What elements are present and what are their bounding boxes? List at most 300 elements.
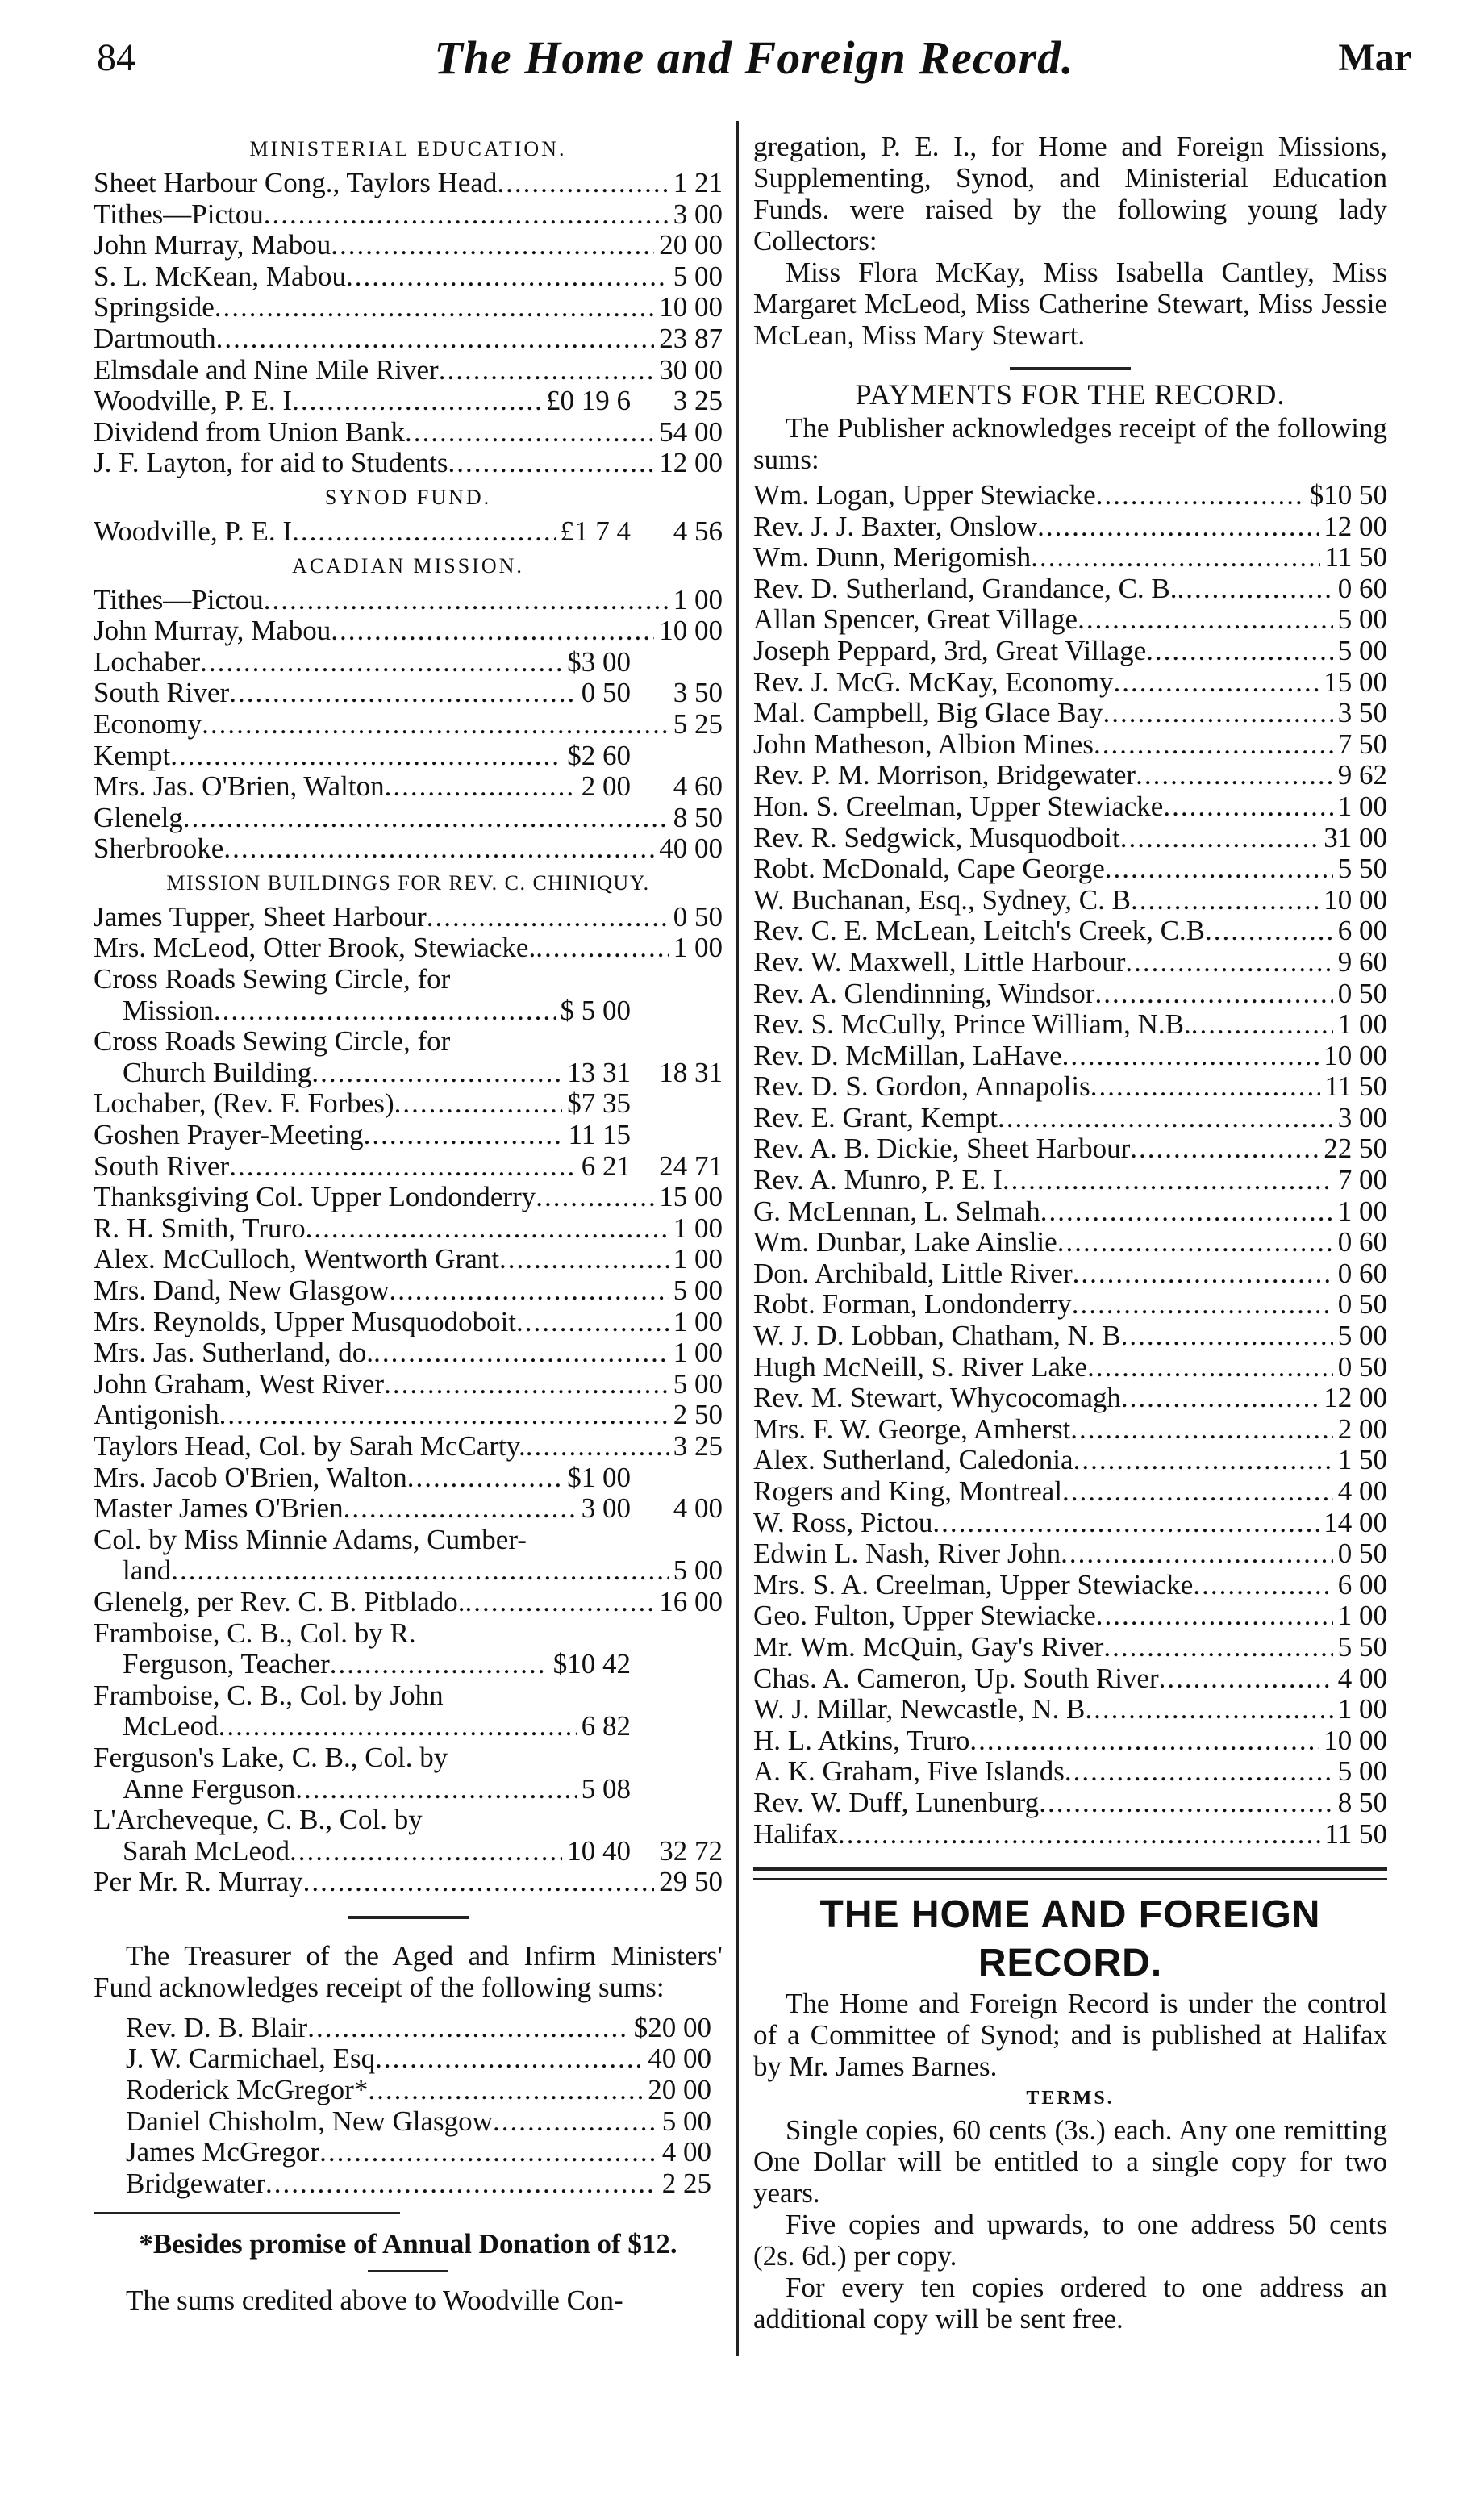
ledger-entry	[94, 199, 723, 231]
entry-amount: 1 00	[673, 1337, 723, 1369]
separator-rule	[368, 2270, 448, 2272]
entry-label: S. L. McKean, Mabou	[94, 260, 347, 292]
leader-dots	[214, 995, 556, 1027]
leader-dots	[265, 2168, 657, 2200]
leader-dots	[389, 1275, 668, 1307]
entry-amount: 1 50	[1337, 1444, 1387, 1476]
leader-dots	[375, 2043, 643, 2075]
entry-amount: 5 00	[673, 260, 723, 292]
ledger-entry	[94, 1182, 723, 1213]
ledger-entry	[126, 2168, 711, 2200]
leader-dots	[171, 1555, 668, 1587]
entry-amount: 0 60	[1337, 1257, 1387, 1289]
entry-label: McLeod	[123, 1710, 219, 1742]
ledger-entry	[753, 1352, 1387, 1383]
ledger-entry	[94, 1649, 723, 1680]
entry-amount: 5 50	[1337, 853, 1387, 885]
leader-dots	[394, 1088, 563, 1120]
entry-amount: 0 60	[1337, 572, 1387, 604]
ledger-entry	[94, 261, 723, 293]
ledger-entry	[126, 2043, 711, 2075]
entry-amount: 14 00	[1324, 1506, 1387, 1538]
record-title: THE HOME AND FOREIGN RECORD.	[819, 1893, 1321, 1985]
collectors-list: Miss Flora McKay, Miss Isabella Cantley, Miss Margaret McLeod, Miss Catherine Stewart, Miss Jessie McLean, Miss Mary Stewart.	[753, 257, 1387, 351]
entry-amount: 15 00	[1324, 666, 1387, 698]
entry-label: Mrs. Jas. Sutherland, do.	[94, 1337, 374, 1369]
leader-dots	[1105, 853, 1333, 885]
leader-dots	[1062, 1476, 1333, 1508]
entry-continuation: Cross Roads Sewing Circle, for	[94, 1025, 451, 1058]
ledger-entry	[753, 480, 1387, 511]
ledger-entry	[753, 1538, 1387, 1570]
ledger-entry	[94, 448, 723, 479]
leader-dots	[346, 261, 669, 293]
entry-amount: 16 00	[659, 1585, 723, 1617]
leader-dots	[1090, 1071, 1320, 1103]
ledger-entry	[94, 647, 723, 678]
entry-amount: 10 00	[659, 615, 723, 647]
entry-label: John Matheson, Albion Mines	[753, 728, 1094, 760]
terms-single-copies: Single copies, 60 cents (3s.) each. Any one remitting One Dollar will be entitled to a single copy for two years.	[753, 2114, 1387, 2209]
leader-dots	[1163, 791, 1332, 823]
entry-label: South River	[94, 1150, 230, 1182]
leader-dots	[223, 833, 654, 865]
entry-label: W. Buchanan, Esq., Sydney, C. B	[753, 883, 1131, 916]
leader-dots	[1039, 1788, 1333, 1819]
leader-dots	[1146, 636, 1333, 667]
ledger-entry	[753, 885, 1387, 916]
leader-dots	[1078, 604, 1333, 636]
ledger-entry	[94, 1774, 723, 1805]
entry-amount: 3 50	[673, 677, 723, 709]
ledger-entry	[753, 1725, 1387, 1757]
ledger-entry	[94, 1275, 723, 1307]
entry-label: Economy	[94, 707, 202, 740]
entry-label: Elmsdale and Nine Mile River	[94, 353, 439, 386]
ledger-entry	[94, 1836, 723, 1867]
leader-dots	[384, 1369, 669, 1400]
entry-amount: 6 00	[1337, 1568, 1387, 1600]
entry-amount: 15 00	[659, 1181, 723, 1213]
ledger-entry	[94, 585, 723, 616]
entry-amount: 4 56	[673, 515, 723, 547]
leader-dots	[1125, 947, 1332, 979]
leader-dots	[306, 1213, 669, 1245]
ledger-entry	[753, 1476, 1387, 1508]
entry-amount: 54 00	[659, 415, 723, 448]
leader-dots	[497, 168, 668, 199]
leader-dots	[307, 2013, 629, 2044]
entry-amount: 10 00	[1324, 1039, 1387, 1071]
entry-continuation: Ferguson's Lake, C. B., Col. by	[94, 1741, 448, 1773]
ledger-entry	[94, 902, 723, 933]
section-heading-acadian: ACADIAN MISSION.	[292, 553, 524, 578]
entry-subtotal: 2 00	[581, 770, 631, 803]
entry-label: Dartmouth	[94, 322, 216, 354]
ledger-entry	[94, 516, 723, 548]
ledger-entry	[753, 760, 1387, 791]
ledger-entry	[753, 1383, 1387, 1414]
entry-label: Wm. Dunn, Merigomish	[753, 541, 1032, 574]
entry-continuation: Framboise, C. B., Col. by R.	[94, 1617, 416, 1649]
entry-amount: 40 00	[648, 2043, 711, 2075]
entry-amount: 5 50	[1337, 1630, 1387, 1663]
entry-label: Allan Spencer, Great Village	[753, 603, 1078, 636]
entry-label: Alex. Sutherland, Caledonia	[753, 1444, 1073, 1476]
entry-amount: 11 50	[1324, 541, 1387, 574]
entry-label: Chas. A. Cameron, Up. South River	[753, 1662, 1159, 1694]
entry-label: Master James O'Brien	[94, 1492, 344, 1525]
leader-dots	[1073, 1258, 1333, 1290]
leader-dots	[448, 448, 655, 479]
entry-label: Ferguson, Teacher	[123, 1648, 330, 1680]
entry-amount: 8 50	[1337, 1786, 1387, 1818]
leader-dots	[1103, 698, 1333, 729]
chiniquy-list	[94, 902, 723, 1898]
leader-dots	[1120, 823, 1319, 854]
ledger-entry	[94, 615, 723, 647]
ledger-entry	[753, 1103, 1387, 1134]
ledger-entry	[753, 1009, 1387, 1041]
entry-label: South River	[94, 677, 230, 709]
ledger-entry	[94, 833, 723, 865]
entry-label: Wm. Dunbar, Lake Ainslie	[753, 1226, 1057, 1258]
ledger-entry	[94, 168, 723, 199]
ledger-entry	[753, 1227, 1387, 1258]
ledger-entry	[753, 1071, 1387, 1103]
entry-amount: 0 50	[1337, 1350, 1387, 1383]
ledger-entry	[94, 1431, 723, 1463]
entry-label: W. J. Millar, Newcastle, N. B	[753, 1693, 1086, 1725]
entry-label: Mrs. Reynolds, Upper Musquodoboit	[94, 1305, 517, 1337]
entry-amount: 29 50	[659, 1866, 723, 1898]
leader-dots	[303, 1867, 655, 1898]
entry-continuation: Col. by Miss Minnie Adams, Cumber-	[94, 1523, 527, 1555]
entry-label: John Murray, Mabou	[94, 615, 331, 647]
page-number: 84	[97, 36, 135, 79]
entry-label: John Graham, West River	[94, 1367, 385, 1400]
entry-label: G. McLennan, L. Selmah	[753, 1195, 1040, 1227]
entry-label: Mrs. Jas. O'Brien, Walton	[94, 770, 385, 803]
entry-label: Sarah McLeod	[123, 1834, 290, 1867]
leader-dots	[364, 1120, 564, 1151]
entry-amount: 12 00	[659, 447, 723, 479]
entry-amount: 10 00	[1324, 883, 1387, 916]
entry-subtotal: 6 21	[581, 1150, 631, 1182]
entry-subtotal: 6 82	[581, 1710, 631, 1742]
entry-label: Bridgewater	[126, 2167, 265, 2199]
entry-label: Anne Ferguson	[123, 1772, 296, 1805]
entry-amount: 3 00	[1337, 1101, 1387, 1133]
ledger-entry	[94, 1867, 723, 1898]
leader-dots	[526, 1431, 669, 1463]
entry-subtotal: $ 5 00	[560, 994, 631, 1026]
ledger-entry	[94, 741, 723, 772]
entry-label: John Murray, Mabou	[94, 229, 331, 261]
entry-subtotal: 11 15	[568, 1119, 631, 1151]
leader-dots	[215, 292, 655, 323]
entry-label: Mrs. F. W. George, Amherst	[753, 1412, 1071, 1445]
leader-dots	[1114, 667, 1319, 699]
ledger-entry	[94, 386, 723, 417]
entry-label: Rev. D. B. Blair	[126, 2011, 308, 2043]
ledger-entry	[753, 1600, 1387, 1632]
payments-intro: The Publisher acknowledges receipt of the following sums:	[753, 412, 1387, 475]
entry-amount: 11 50	[1324, 1817, 1387, 1850]
entry-label: H. L. Atkins, Truro	[753, 1724, 970, 1756]
ledger-entry	[94, 1555, 723, 1587]
entry-amount: 24 71	[659, 1150, 723, 1182]
leader-dots	[1178, 574, 1333, 605]
separator-rule	[348, 1916, 469, 1919]
ledger-entry	[126, 2013, 711, 2044]
ledger-entry	[753, 1289, 1387, 1321]
leader-dots	[1121, 1383, 1319, 1414]
ledger-entry	[753, 729, 1387, 761]
month-label: Mar	[1338, 36, 1411, 79]
terms-ten-copies: For every ten copies ordered to one address an additional copy will be sent free.	[753, 2272, 1387, 2335]
ledger-entry	[94, 1337, 723, 1369]
ledger-entry	[753, 1414, 1387, 1446]
ledger-entry	[94, 1587, 723, 1618]
entry-amount: 20 00	[648, 2074, 711, 2106]
entry-label: Glenelg, per Rev. C. B. Pitblado.	[94, 1585, 465, 1617]
entry-amount: 11 50	[1324, 1070, 1387, 1103]
entry-amount: 40 00	[659, 832, 723, 865]
leader-dots	[1136, 760, 1333, 791]
leader-dots	[373, 1337, 669, 1369]
leader-dots	[216, 323, 655, 355]
leader-dots	[330, 1649, 548, 1680]
entry-label: Rev. A. Munro, P. E. I	[753, 1164, 1003, 1196]
ledger-entry	[753, 791, 1387, 823]
entry-amount: 18 31	[659, 1056, 723, 1088]
entry-label: Rev. S. McCully, Prince William, N.B.	[753, 1008, 1191, 1041]
entry-subtotal: $1 00	[567, 1461, 631, 1493]
entry-label: Tithes—Pictou	[94, 583, 264, 615]
entry-label: Joseph Peppard, 3rd, Great Village	[753, 634, 1147, 666]
leader-dots	[465, 1587, 654, 1618]
leader-dots	[998, 1103, 1333, 1134]
entry-amount: 31 00	[1324, 821, 1387, 853]
ledger-entry	[753, 1632, 1387, 1663]
leader-dots	[292, 386, 541, 417]
entry-amount: 3 50	[1337, 697, 1387, 729]
entry-label: Robt. Forman, Londonderry	[753, 1288, 1072, 1321]
entry-amount: 8 50	[673, 801, 723, 833]
entry-amount: 1 00	[673, 1212, 723, 1244]
leader-dots	[331, 230, 654, 261]
leader-dots	[493, 2106, 657, 2138]
entry-label: Wm. Logan, Upper Stewiacke	[753, 479, 1096, 511]
leader-dots	[439, 355, 655, 386]
leader-dots	[229, 678, 577, 709]
ledger-entry	[94, 1400, 723, 1431]
ledger-entry	[126, 2075, 711, 2106]
column-divider	[736, 121, 739, 2356]
entry-amount: 1 00	[673, 1243, 723, 1275]
section-heading-synod: SYNOD FUND.	[324, 485, 492, 509]
footnote: *Besides promise of Annual Donation of $12.	[139, 2228, 677, 2260]
leader-dots	[1103, 1632, 1332, 1663]
entry-amount: 4 60	[673, 770, 723, 803]
leader-dots	[1073, 1445, 1333, 1476]
payments-list	[753, 480, 1387, 1850]
entry-amount: 6 00	[1337, 915, 1387, 947]
entry-amount: 1 00	[673, 1305, 723, 1337]
ledger-entry	[753, 667, 1387, 699]
ledger-entry	[753, 1041, 1387, 1072]
entry-label: Kempt	[94, 739, 171, 771]
entry-amount: 4 00	[673, 1492, 723, 1525]
leader-dots	[1087, 1352, 1333, 1383]
leader-dots	[1131, 885, 1319, 916]
leader-dots	[219, 1400, 669, 1431]
entry-continuation: Cross Roads Sewing Circle, for	[94, 963, 451, 995]
entry-label: Rev. D. Sutherland, Grandance, C. B.	[753, 572, 1178, 604]
entry-amount: 5 00	[1337, 603, 1387, 636]
leader-dots	[219, 1711, 577, 1742]
ledger-entry	[753, 1788, 1387, 1819]
entry-amount: 0 50	[1337, 1538, 1387, 1570]
ledger-entry	[94, 323, 723, 355]
leader-dots	[368, 2075, 643, 2106]
entry-label: J. W. Carmichael, Esq	[126, 2043, 376, 2075]
entry-amount: 2 50	[673, 1399, 723, 1431]
entry-amount: 0 50	[673, 900, 723, 933]
entry-label: Mrs. Jacob O'Brien, Walton	[94, 1461, 407, 1493]
leader-dots	[183, 803, 669, 834]
leader-dots	[932, 1508, 1319, 1539]
entry-amount: 32 72	[659, 1834, 723, 1867]
leader-dots	[292, 516, 555, 548]
entry-label: W. Ross, Pictou	[753, 1506, 933, 1538]
entry-subtotal: 3 00	[581, 1492, 631, 1525]
entry-label: Glenelg	[94, 801, 183, 833]
entry-label: R. H. Smith, Truro	[94, 1212, 306, 1244]
entry-subtotal: £1 7 4	[560, 515, 631, 547]
ledger-entry	[753, 1196, 1387, 1228]
ledger-entry	[753, 1321, 1387, 1352]
entry-label: Mission	[123, 994, 214, 1026]
entry-label: Sheet Harbour Cong., Taylors Head	[94, 167, 498, 198]
leader-dots	[1094, 979, 1332, 1010]
leader-dots	[1130, 1133, 1319, 1165]
entry-label: Rev. P. M. Morrison, Bridgewater	[753, 759, 1136, 791]
leader-dots	[1096, 480, 1305, 511]
ledger-entry	[753, 636, 1387, 667]
entry-label: Rogers and King, Montreal	[753, 1475, 1062, 1507]
entry-label: Mrs. Dand, New Glasgow	[94, 1275, 390, 1306]
ledger-entry	[94, 1369, 723, 1400]
leader-dots	[311, 1058, 562, 1089]
leader-dots	[1040, 1196, 1333, 1228]
entry-label: Dividend from Union Bank	[94, 415, 405, 448]
separator-rule	[1010, 367, 1131, 370]
ledger-entry	[753, 947, 1387, 979]
leader-dots	[1193, 1570, 1332, 1601]
ledger-entry	[753, 853, 1387, 885]
ledger-entry	[94, 1244, 723, 1275]
entry-label: Alex. McCulloch, Wentworth Grant	[94, 1243, 499, 1275]
entry-amount: 5 00	[1337, 1755, 1387, 1788]
ledger-entry	[94, 417, 723, 449]
entry-amount: 10 00	[1324, 1724, 1387, 1756]
entry-subtotal: 5 08	[581, 1772, 631, 1805]
entry-label: Daniel Chisholm, New Glasgow	[126, 2105, 493, 2137]
entry-amount: 0 60	[1337, 1226, 1387, 1258]
entry-label: Rev. R. Sedgwick, Musquodboit	[753, 821, 1120, 853]
entry-label: James Tupper, Sheet Harbour	[94, 900, 427, 933]
entry-label: Antigonish	[94, 1399, 219, 1431]
entry-amount: 4 00	[661, 2136, 711, 2168]
entry-amount: 12 00	[1324, 1382, 1387, 1414]
entry-amount: 5 00	[661, 2105, 711, 2137]
entry-label: Church Building	[123, 1056, 312, 1088]
ledger-entry	[126, 2137, 711, 2168]
leader-dots	[1072, 1289, 1333, 1321]
double-rule	[753, 1867, 1387, 1880]
entry-label: Woodville, P. E. I	[94, 385, 293, 417]
leader-dots	[536, 1182, 654, 1213]
entry-subtotal: $7 35	[567, 1087, 631, 1120]
leader-dots	[1061, 1538, 1333, 1570]
entry-label: Mrs. McLeod, Otter Brook, Stewiacke.	[94, 932, 536, 964]
entry-amount: 12 00	[1324, 510, 1387, 542]
entry-amount: 3 25	[673, 1429, 723, 1462]
entry-label: Rev. E. Grant, Kempt	[753, 1101, 998, 1133]
entry-label: Tithes—Pictou	[94, 198, 264, 230]
entry-label: Hon. S. Creelman, Upper Stewiacke	[753, 790, 1164, 822]
ledger-entry	[94, 678, 723, 709]
leader-dots	[295, 1774, 577, 1805]
entry-amount: 3 00	[673, 198, 723, 230]
ledger-entry	[94, 709, 723, 741]
synod-list	[94, 516, 723, 548]
ledger-entry	[94, 933, 723, 964]
ledger-entry	[94, 355, 723, 386]
leader-dots	[202, 709, 669, 741]
entry-amount: 22 50	[1324, 1133, 1387, 1165]
ledger-entry	[94, 995, 723, 1027]
ledger-entry	[753, 1445, 1387, 1476]
entry-label: Rev. D. S. Gordon, Annapolis	[753, 1070, 1090, 1103]
leader-dots	[1085, 1694, 1332, 1725]
entry-label: Thanksgiving Col. Upper Londonderry	[94, 1181, 536, 1213]
entry-label: Don. Archibald, Little River	[753, 1257, 1073, 1289]
ledger-entry	[753, 1819, 1387, 1851]
entry-label: Rev. D. McMillan, LaHave	[753, 1039, 1062, 1071]
ledger-entry	[753, 1508, 1387, 1539]
entry-amount: 1 00	[1337, 790, 1387, 822]
ledger-entry	[94, 1463, 723, 1494]
terms-heading: TERMS.	[1026, 2088, 1115, 2109]
leader-dots	[1159, 1663, 1333, 1695]
entry-amount: 20 00	[659, 229, 723, 261]
entry-amount: 4 00	[1337, 1475, 1387, 1507]
ledger-entry	[94, 230, 723, 261]
leader-dots	[1065, 1756, 1333, 1788]
leader-dots	[200, 647, 562, 678]
leader-dots	[536, 933, 669, 964]
ledger-entry	[753, 574, 1387, 605]
leader-dots	[290, 1836, 562, 1867]
entry-amount: 7 50	[1337, 728, 1387, 760]
ledger-entry	[753, 698, 1387, 729]
entry-amount: 23 87	[659, 322, 723, 354]
ledger-entry	[94, 1307, 723, 1338]
leader-dots	[1094, 729, 1333, 761]
